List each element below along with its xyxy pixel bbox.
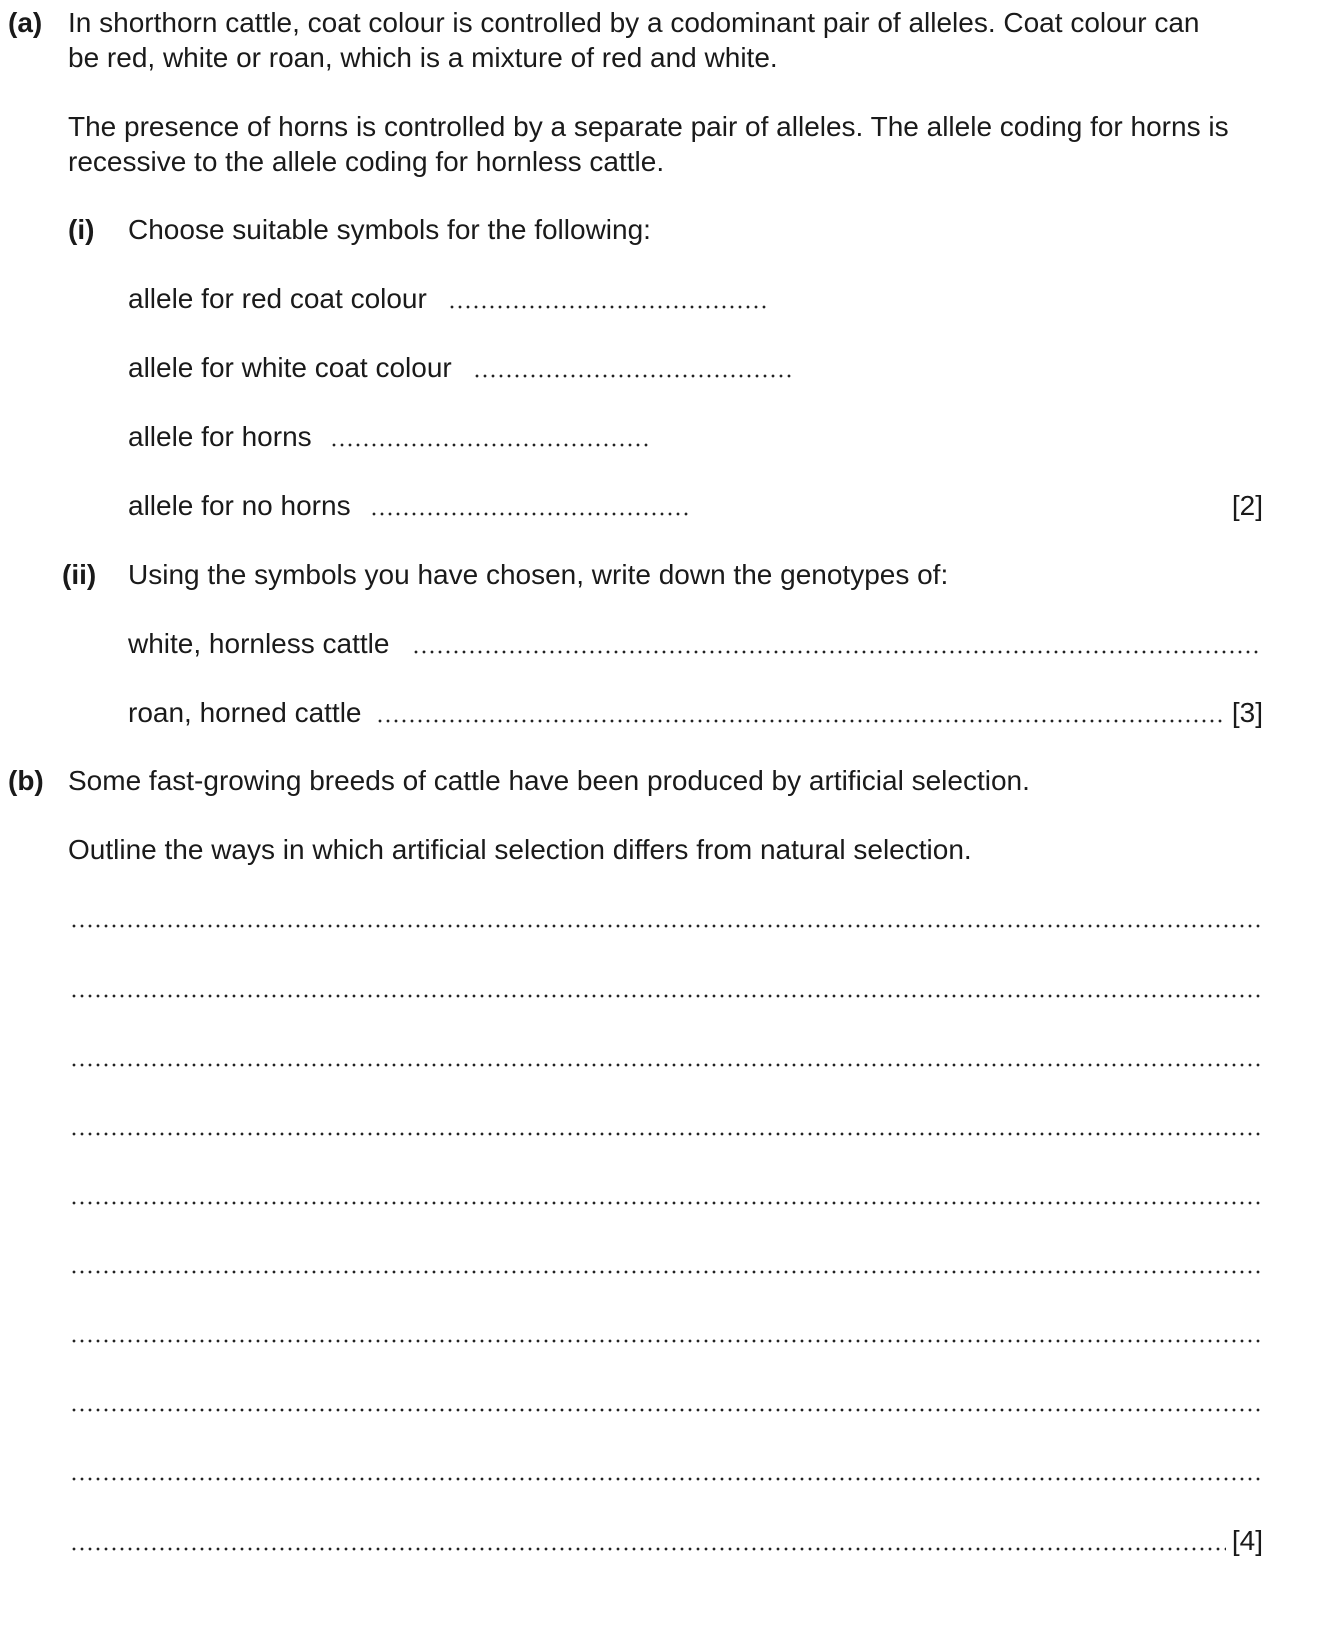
answer-line-b-4[interactable] <box>70 1131 1262 1137</box>
answer-line-white-allele[interactable] <box>473 373 795 379</box>
part-b-label: (b) <box>8 765 44 796</box>
sub-ii-label: (ii) <box>62 559 97 590</box>
marks-sub-ii: [3] <box>1231 697 1263 728</box>
answer-line-b-6[interactable] <box>70 1269 1262 1275</box>
sub-i-prompt: Choose suitable symbols for the following: <box>128 214 651 245</box>
answer-line-red-allele[interactable] <box>448 304 770 310</box>
part-a-label: (a) <box>8 7 43 38</box>
marks-part-b: [4] <box>1231 1525 1263 1556</box>
item-red-allele: allele for red coat colour <box>128 283 427 314</box>
part-b-line1: Some fast-growing breeds of cattle have been produced by artificial selection. <box>68 765 1030 796</box>
answer-line-horns-allele[interactable] <box>330 442 652 448</box>
item-horns-allele: allele for horns <box>128 421 312 452</box>
answer-line-roan-horned[interactable] <box>376 718 1226 724</box>
item-white-hornless: white, hornless cattle <box>128 628 390 659</box>
part-a-para1-line2: be red, white or roan, which is a mixture of red and white. <box>68 42 778 73</box>
answer-line-no-horns-allele[interactable] <box>370 511 692 517</box>
answer-line-b-5[interactable] <box>70 1200 1262 1206</box>
marks-sub-i: [2] <box>1231 490 1263 521</box>
answer-line-b-9[interactable] <box>70 1476 1262 1482</box>
item-no-horns-allele: allele for no horns <box>128 490 351 521</box>
item-white-allele: allele for white coat colour <box>128 352 452 383</box>
item-roan-horned: roan, horned cattle <box>128 697 362 728</box>
answer-line-b-1[interactable] <box>70 923 1262 929</box>
answer-line-white-hornless[interactable] <box>412 649 1262 655</box>
part-a-para2-line2: recessive to the allele coding for hornless cattle. <box>68 146 665 177</box>
sub-ii-prompt: Using the symbols you have chosen, write down the genotypes of: <box>128 559 949 590</box>
answer-line-b-8[interactable] <box>70 1407 1262 1413</box>
part-b-line2: Outline the ways in which artificial selection differs from natural selection. <box>68 834 972 865</box>
sub-i-label: (i) <box>68 214 95 245</box>
part-a-para2-line1: The presence of horns is controlled by a separate pair of alleles. The allele coding for horns is <box>68 111 1229 142</box>
answer-line-b-10[interactable] <box>70 1546 1226 1552</box>
answer-line-b-2[interactable] <box>70 993 1262 999</box>
part-a-para1-line1: In shorthorn cattle, coat colour is controlled by a codominant pair of alleles. Coat colour can <box>68 7 1200 38</box>
answer-line-b-3[interactable] <box>70 1062 1262 1068</box>
answer-line-b-7[interactable] <box>70 1338 1262 1344</box>
